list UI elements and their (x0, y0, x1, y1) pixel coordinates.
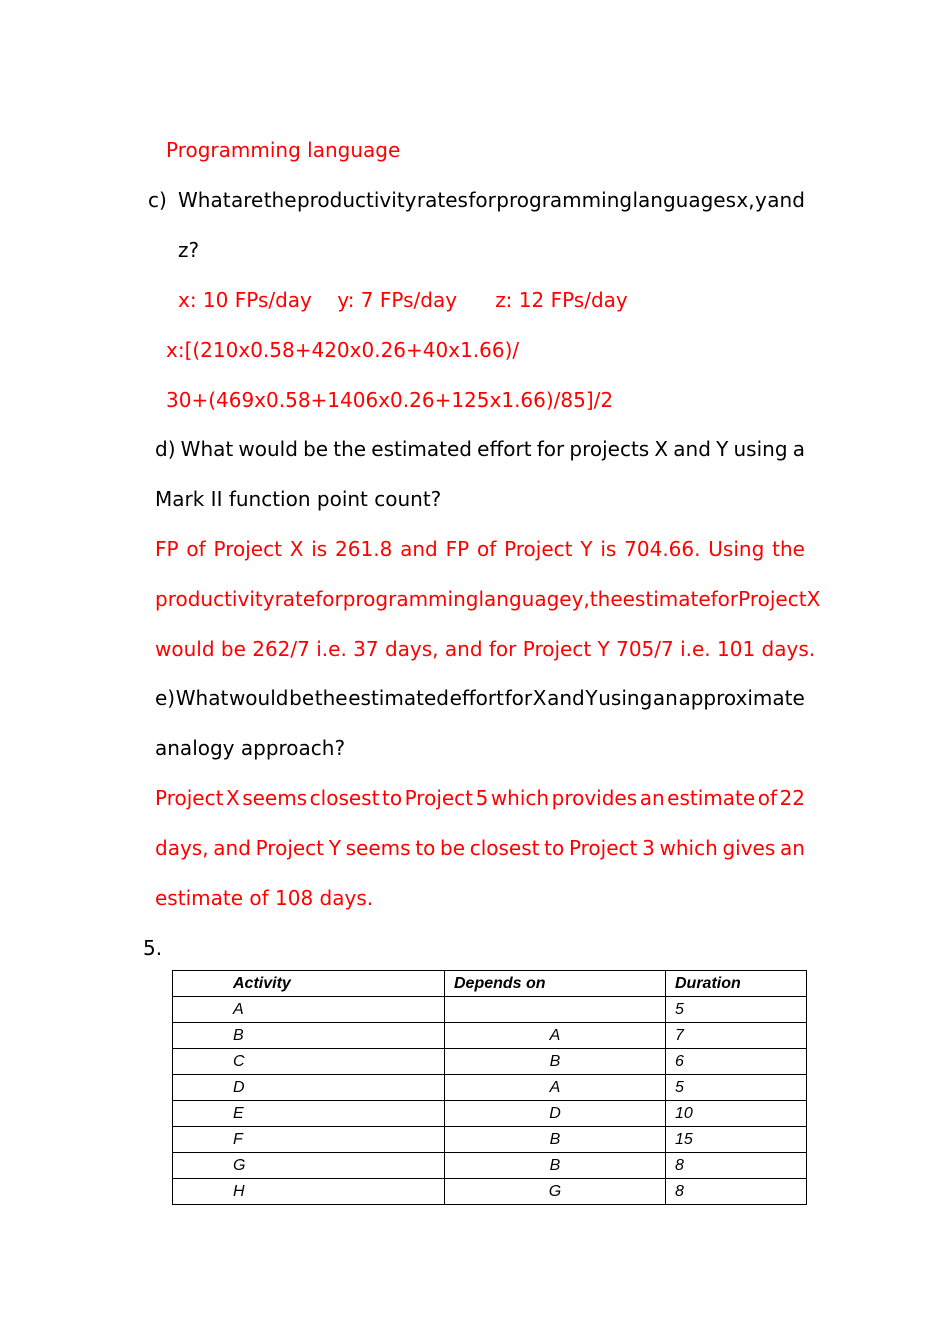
word: which (490, 786, 550, 810)
duration-cell: 15 (666, 1127, 807, 1153)
word: Project (504, 537, 573, 561)
word: Y (580, 537, 593, 561)
question-d-line1 (155, 437, 805, 461)
word: FP (155, 537, 179, 561)
table-row (173, 1127, 807, 1153)
word: would (228, 686, 289, 710)
word: Project (255, 836, 325, 860)
word: the (263, 188, 297, 212)
word: the (589, 587, 623, 611)
activity-table (172, 970, 807, 1205)
word: Project (568, 836, 638, 860)
word: language (478, 587, 572, 611)
answer-d-line2 (155, 587, 821, 611)
activity-cell: E (173, 1101, 445, 1127)
word: an (779, 836, 805, 860)
word: effort (477, 437, 532, 461)
word: effort (449, 686, 504, 710)
word: to (544, 836, 565, 860)
word: which (659, 836, 718, 860)
word: X (654, 437, 669, 461)
duration-cell: 5 (666, 1075, 807, 1101)
depends-cell: D (445, 1101, 666, 1127)
word: X (289, 537, 304, 561)
table-row (173, 1049, 807, 1075)
word: e) (155, 686, 176, 710)
word: What (180, 437, 234, 461)
word: approximate (678, 686, 805, 710)
word: using (733, 437, 788, 461)
question-c-line1 (178, 188, 805, 212)
duration-cell: 8 (666, 1179, 807, 1205)
answer-d-line1 (155, 537, 805, 561)
word: an (639, 786, 665, 810)
word: of (476, 537, 497, 561)
word: would (238, 437, 298, 461)
word: productivity (155, 587, 275, 611)
word: to (415, 836, 436, 860)
word: gives (722, 836, 776, 860)
activity-cell: B (173, 1023, 445, 1049)
word: are (230, 188, 264, 212)
activity-cell: G (173, 1153, 445, 1179)
word: the (772, 537, 805, 561)
word: and (673, 437, 711, 461)
word: Y (716, 437, 729, 461)
activity-cell: A (173, 997, 445, 1023)
word: rate (274, 587, 316, 611)
word: What (178, 188, 231, 212)
word: be (289, 686, 315, 710)
word: using (598, 686, 653, 710)
word: for (536, 437, 565, 461)
activity-cell: D (173, 1075, 445, 1101)
word: for (504, 686, 533, 710)
table-row (173, 1179, 807, 1205)
word: productivity (296, 188, 417, 212)
word: an (652, 686, 678, 710)
answer-d-line3: would be 262/7 i.e. 37 days, and for Project Y 705/7 i.e. 101 days. (155, 637, 816, 661)
answer-e-line2 (155, 836, 805, 860)
word: and (547, 686, 585, 710)
word: rates (416, 188, 468, 212)
word: projects (569, 437, 650, 461)
question-e-line2: analogy approach? (155, 736, 346, 760)
word: is (311, 537, 328, 561)
word: for (710, 587, 739, 611)
word: Y (328, 836, 341, 860)
table-row (173, 1023, 807, 1049)
table-row (173, 997, 807, 1023)
word: days, (155, 836, 209, 860)
header-activity: Activity (173, 971, 445, 997)
word: the (333, 437, 367, 461)
depends-cell (445, 997, 666, 1023)
duration-cell: 10 (666, 1101, 807, 1127)
word: FP (445, 537, 470, 561)
word: y, (571, 587, 590, 611)
depends-cell: B (445, 1153, 666, 1179)
word: seems (242, 786, 308, 810)
word: programming (342, 587, 479, 611)
depends-cell: A (445, 1075, 666, 1101)
question-c-line2: z? (178, 238, 200, 262)
word: Using (708, 537, 765, 561)
word: for (315, 587, 343, 611)
word: Project (404, 786, 474, 810)
word: x, (736, 188, 755, 212)
duration-cell: 7 (666, 1023, 807, 1049)
word: provides (551, 786, 638, 810)
word: X (806, 587, 821, 611)
activity-cell: H (173, 1179, 445, 1205)
answer-c-calc-line2: 30+(469x0.58+1406x0.26+125x1.66)/85]/2 (166, 388, 614, 412)
programming-language-label: Programming language (166, 138, 401, 162)
question-e-line1 (155, 686, 805, 710)
duration-cell: 8 (666, 1153, 807, 1179)
table-row (173, 1153, 807, 1179)
table-header-row (173, 971, 807, 997)
word: closest (309, 786, 380, 810)
depends-cell: A (445, 1023, 666, 1049)
word: estimated (371, 437, 472, 461)
word: d) (155, 437, 176, 461)
word: a (792, 437, 805, 461)
duration-cell: 5 (666, 997, 807, 1023)
word: 3 (642, 836, 655, 860)
header-duration: Duration (666, 971, 807, 997)
depends-cell: B (445, 1049, 666, 1075)
word: closest (469, 836, 540, 860)
word: to (381, 786, 403, 810)
depends-cell: G (445, 1179, 666, 1205)
answer-e-line3: estimate of 108 days. (155, 886, 374, 910)
activity-cell: F (173, 1127, 445, 1153)
word: and (767, 188, 805, 212)
header-depends-on: Depends on (445, 971, 666, 997)
question-5-label: 5. (143, 936, 163, 960)
word: languages (632, 188, 737, 212)
answer-c-rates: x: 10 FPs/day y: 7 FPs/day z: 12 FPs/day (178, 288, 628, 312)
word: Project (213, 537, 282, 561)
word: Project (738, 587, 807, 611)
word: estimated (348, 686, 449, 710)
word: the (314, 686, 348, 710)
word: 261.8 (335, 537, 393, 561)
depends-cell: B (445, 1127, 666, 1153)
table-row (173, 1075, 807, 1101)
word: 22 (779, 786, 805, 810)
word: Project (155, 786, 224, 810)
word: estimate (667, 786, 756, 810)
word: y (755, 188, 767, 212)
word: estimate (622, 587, 711, 611)
word: and (213, 836, 251, 860)
word: is (600, 537, 617, 561)
duration-cell: 6 (666, 1049, 807, 1075)
answer-e-line1 (155, 786, 805, 810)
table-row (173, 1101, 807, 1127)
word: X (532, 686, 547, 710)
word: be (440, 836, 466, 860)
word: 704.66. (624, 537, 701, 561)
word: What (175, 686, 229, 710)
activity-cell: C (173, 1049, 445, 1075)
word: 5 (475, 786, 489, 810)
word: of (186, 537, 206, 561)
word: and (400, 537, 438, 561)
word: of (757, 786, 777, 810)
word: X (225, 786, 240, 810)
answer-c-calc-line1: x:[(210x0.58+420x0.26+40x1.66)/ (166, 338, 520, 362)
word: programming (496, 188, 633, 212)
word: seems (345, 836, 411, 860)
word: for (468, 188, 496, 212)
question-d-line2: Mark II function point count? (155, 487, 442, 511)
word: be (303, 437, 329, 461)
question-c-label: c) (148, 188, 167, 212)
word: Y (585, 686, 598, 710)
